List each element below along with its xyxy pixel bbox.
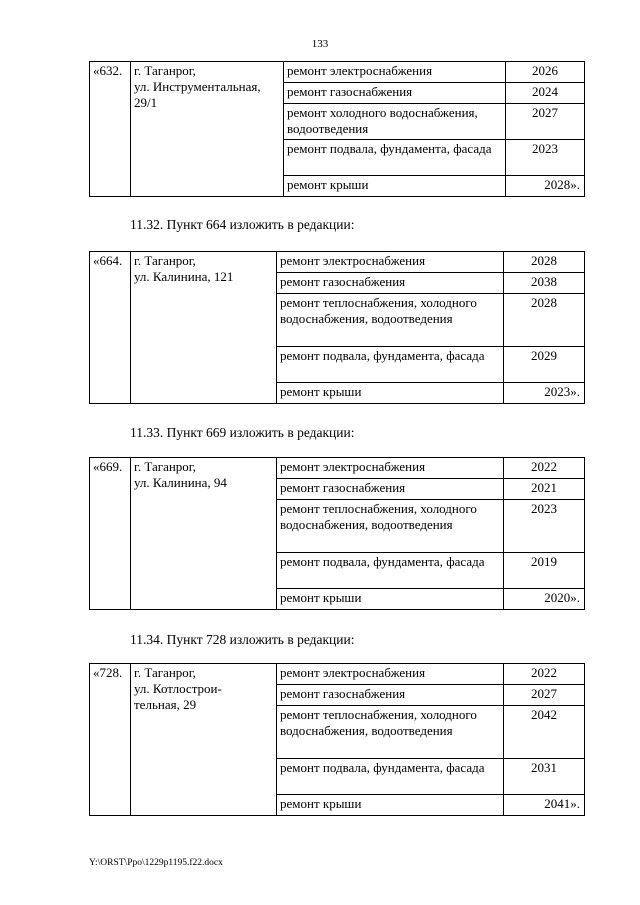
section-heading: 11.34. Пункт 728 изложить в редакции: [130,632,355,647]
section-heading: 11.33. Пункт 669 изложить в редакции: [130,425,355,440]
table-entry-669 [89,457,585,610]
footer-file-path: Y:\ORST\Ppo\1229p1195.f22.docx [89,858,223,868]
entry-number: «632. [90,62,131,197]
year: 2031 [504,759,585,795]
year: 2028 [504,294,585,347]
work-type: ремонт подвала, фундамента, фасада [284,140,506,176]
year: 2041». [504,795,585,816]
work-type: ремонт газоснабжения [277,685,504,706]
entry-number: «664. [90,252,131,404]
year: 2027 [504,685,585,706]
address: г. Таганрог, ул. Калинина, 94 [131,458,277,610]
year: 2019 [504,553,585,589]
work-type: ремонт теплоснабжения, холодного водоснабжения, водоотведения [277,706,504,759]
address: г. Таганрог, ул. Котлострои- тельная, 29 [131,664,277,816]
work-type: ремонт электроснабжения [277,458,504,479]
table-entry-632 [89,61,585,197]
work-type: ремонт холодного водоснабжения, водоотведения [284,104,506,140]
table-entry-728 [89,663,585,816]
year: 2024 [506,83,585,104]
section-heading: 11.32. Пункт 664 изложить в редакции: [130,217,355,232]
year: 2021 [504,479,585,500]
year: 2026 [506,62,585,83]
work-type: ремонт электроснабжения [284,62,506,83]
work-type: ремонт теплоснабжения, холодного водоснабжения, водоотведения [277,500,504,553]
work-type: ремонт подвала, фундамента, фасада [277,553,504,589]
work-type: ремонт крыши [277,383,504,404]
work-type: ремонт теплоснабжения, холодного водоснабжения, водоотведения [277,294,504,347]
work-type: ремонт крыши [284,176,506,197]
entry-number: «728. [90,664,131,816]
table-entry-664 [89,251,585,404]
year: 2022 [504,458,585,479]
year: 2042 [504,706,585,759]
year: 2028». [506,176,585,197]
year: 2022 [504,664,585,685]
entry-number: «669. [90,458,131,610]
work-type: ремонт крыши [277,795,504,816]
page-number: 133 [311,38,329,50]
address: г. Таганрог, ул. Инструментальная, 29/1 [131,62,284,197]
work-type: ремонт электроснабжения [277,252,504,273]
work-type: ремонт газоснабжения [277,273,504,294]
work-type: ремонт газоснабжения [284,83,506,104]
work-type: ремонт подвала, фундамента, фасада [277,347,504,383]
year: 2023 [504,500,585,553]
year: 2020». [504,589,585,610]
year: 2029 [504,347,585,383]
year: 2027 [506,104,585,140]
work-type: ремонт электроснабжения [277,664,504,685]
year: 2023 [506,140,585,176]
work-type: ремонт крыши [277,589,504,610]
year: 2023». [504,383,585,404]
work-type: ремонт подвала, фундамента, фасада [277,759,504,795]
year: 2028 [504,252,585,273]
work-type: ремонт газоснабжения [277,479,504,500]
address: г. Таганрог, ул. Калинина, 121 [131,252,277,404]
year: 2038 [504,273,585,294]
